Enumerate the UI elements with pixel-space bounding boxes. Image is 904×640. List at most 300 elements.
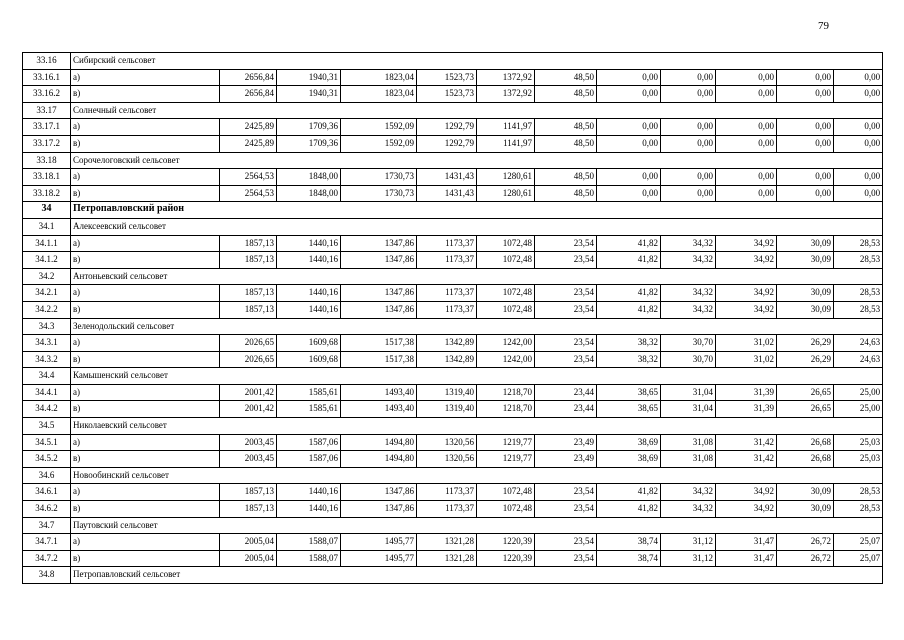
value-cell: 1347,86 xyxy=(341,235,417,252)
value-cell: 25,03 xyxy=(834,434,883,451)
row-code: 34 xyxy=(23,202,71,219)
section-header-row xyxy=(23,567,883,584)
value-cell: 1431,43 xyxy=(417,169,477,186)
value-cell: 0,00 xyxy=(597,86,661,103)
value-cell: 1319,40 xyxy=(417,401,477,418)
value-cell: 31,47 xyxy=(716,534,777,551)
value-cell: 1494,80 xyxy=(341,434,417,451)
value-cell: 38,69 xyxy=(597,451,661,468)
value-cell: 23,44 xyxy=(535,401,597,418)
value-cell: 1220,39 xyxy=(477,534,535,551)
value-cell: 23,54 xyxy=(535,335,597,352)
value-cell: 1431,43 xyxy=(417,185,477,202)
row-code: 34.7.2 xyxy=(23,550,71,567)
value-cell: 34,92 xyxy=(716,484,777,501)
value-cell: 1592,09 xyxy=(341,135,417,152)
value-cell: 1320,56 xyxy=(417,451,477,468)
value-cell: 0,00 xyxy=(597,169,661,186)
row-label: Алексеевский сельсовет xyxy=(71,218,883,235)
section-header-row xyxy=(23,218,883,235)
table-row xyxy=(23,285,883,302)
row-label: Антоньевский сельсовет xyxy=(71,268,883,285)
value-cell: 1517,38 xyxy=(341,335,417,352)
value-cell: 41,82 xyxy=(597,301,661,318)
value-cell: 23,49 xyxy=(535,451,597,468)
value-cell: 30,09 xyxy=(777,285,834,302)
value-cell: 1321,28 xyxy=(417,550,477,567)
value-cell: 23,49 xyxy=(535,434,597,451)
section-header-row xyxy=(23,418,883,435)
value-cell: 31,42 xyxy=(716,451,777,468)
row-code: 33.17 xyxy=(23,102,71,119)
value-cell: 2001,42 xyxy=(220,384,277,401)
value-cell: 1609,68 xyxy=(277,335,341,352)
value-cell: 31,39 xyxy=(716,401,777,418)
value-cell: 1588,07 xyxy=(277,534,341,551)
value-cell: 1493,40 xyxy=(341,401,417,418)
table-row xyxy=(23,301,883,318)
row-label: в) xyxy=(71,301,220,318)
value-cell: 1242,00 xyxy=(477,335,535,352)
row-code: 34.5.2 xyxy=(23,451,71,468)
value-cell: 1347,86 xyxy=(341,484,417,501)
value-cell: 31,39 xyxy=(716,384,777,401)
value-cell: 23,54 xyxy=(535,534,597,551)
value-cell: 41,82 xyxy=(597,252,661,269)
section-header-row xyxy=(23,202,883,219)
value-cell: 1319,40 xyxy=(417,384,477,401)
value-cell: 1440,16 xyxy=(277,235,341,252)
value-cell: 41,82 xyxy=(597,285,661,302)
value-cell: 28,53 xyxy=(834,484,883,501)
value-cell: 48,50 xyxy=(535,169,597,186)
value-cell: 38,65 xyxy=(597,384,661,401)
value-cell: 26,29 xyxy=(777,335,834,352)
row-label: Петропавловский сельсовет xyxy=(71,567,883,584)
row-label: в) xyxy=(71,550,220,567)
value-cell: 1523,73 xyxy=(417,69,477,86)
page-number: 79 xyxy=(818,20,829,32)
value-cell: 0,00 xyxy=(834,135,883,152)
value-cell: 38,32 xyxy=(597,351,661,368)
value-cell: 2003,45 xyxy=(220,434,277,451)
value-cell: 1321,28 xyxy=(417,534,477,551)
row-label: в) xyxy=(71,401,220,418)
section-header-row xyxy=(23,467,883,484)
row-label: Сорочелоговский сельсовет xyxy=(71,152,883,169)
value-cell: 0,00 xyxy=(716,86,777,103)
value-cell: 1440,16 xyxy=(277,501,341,518)
value-cell: 23,54 xyxy=(535,501,597,518)
row-code: 34.2.2 xyxy=(23,301,71,318)
table-row xyxy=(23,451,883,468)
value-cell: 25,00 xyxy=(834,401,883,418)
value-cell: 0,00 xyxy=(661,169,716,186)
row-code: 34.4 xyxy=(23,368,71,385)
value-cell: 2564,53 xyxy=(220,169,277,186)
value-cell: 1495,77 xyxy=(341,534,417,551)
value-cell: 1072,48 xyxy=(477,285,535,302)
value-cell: 1347,86 xyxy=(341,301,417,318)
value-cell: 1347,86 xyxy=(341,252,417,269)
value-cell: 23,54 xyxy=(535,550,597,567)
value-cell: 1173,37 xyxy=(417,252,477,269)
value-cell: 1242,00 xyxy=(477,351,535,368)
table-row xyxy=(23,235,883,252)
row-code: 33.16.2 xyxy=(23,86,71,103)
value-cell: 0,00 xyxy=(716,169,777,186)
row-code: 34.2.1 xyxy=(23,285,71,302)
value-cell: 1218,70 xyxy=(477,401,535,418)
row-label: Солнечный сельсовет xyxy=(71,102,883,119)
value-cell: 1072,48 xyxy=(477,501,535,518)
value-cell: 24,63 xyxy=(834,351,883,368)
value-cell: 31,04 xyxy=(661,401,716,418)
table-row xyxy=(23,185,883,202)
row-code: 34.3.2 xyxy=(23,351,71,368)
row-label: в) xyxy=(71,501,220,518)
row-label: Камышенский сельсовет xyxy=(71,368,883,385)
value-cell: 2425,89 xyxy=(220,135,277,152)
row-label: а) xyxy=(71,384,220,401)
value-cell: 28,53 xyxy=(834,285,883,302)
row-label: в) xyxy=(71,451,220,468)
value-cell: 1587,06 xyxy=(277,451,341,468)
value-cell: 34,92 xyxy=(716,252,777,269)
value-cell: 1173,37 xyxy=(417,235,477,252)
value-cell: 26,72 xyxy=(777,534,834,551)
value-cell: 1347,86 xyxy=(341,501,417,518)
value-cell: 38,69 xyxy=(597,434,661,451)
value-cell: 0,00 xyxy=(777,69,834,86)
value-cell: 34,32 xyxy=(661,484,716,501)
value-cell: 31,02 xyxy=(716,351,777,368)
row-code: 33.17.2 xyxy=(23,135,71,152)
value-cell: 1857,13 xyxy=(220,301,277,318)
value-cell: 0,00 xyxy=(777,135,834,152)
value-cell: 30,09 xyxy=(777,235,834,252)
row-code: 34.4.1 xyxy=(23,384,71,401)
value-cell: 41,82 xyxy=(597,501,661,518)
value-cell: 1940,31 xyxy=(277,69,341,86)
value-cell: 1609,68 xyxy=(277,351,341,368)
row-label: Николаевский сельсовет xyxy=(71,418,883,435)
value-cell: 2026,65 xyxy=(220,335,277,352)
row-code: 33.17.1 xyxy=(23,119,71,136)
row-code: 34.3 xyxy=(23,318,71,335)
value-cell: 23,54 xyxy=(535,235,597,252)
section-header-row xyxy=(23,102,883,119)
value-cell: 41,82 xyxy=(597,484,661,501)
row-label: в) xyxy=(71,351,220,368)
value-cell: 34,32 xyxy=(661,301,716,318)
value-cell: 34,92 xyxy=(716,285,777,302)
row-label: а) xyxy=(71,484,220,501)
value-cell: 1072,48 xyxy=(477,252,535,269)
value-cell: 1141,97 xyxy=(477,135,535,152)
value-cell: 34,32 xyxy=(661,252,716,269)
value-cell: 23,54 xyxy=(535,301,597,318)
value-cell: 26,68 xyxy=(777,434,834,451)
value-cell: 31,12 xyxy=(661,534,716,551)
value-cell: 2656,84 xyxy=(220,86,277,103)
value-cell: 1730,73 xyxy=(341,169,417,186)
value-cell: 26,65 xyxy=(777,384,834,401)
value-cell: 31,47 xyxy=(716,550,777,567)
table-row xyxy=(23,86,883,103)
value-cell: 38,74 xyxy=(597,534,661,551)
value-cell: 1823,04 xyxy=(341,69,417,86)
table-row xyxy=(23,550,883,567)
section-header-row xyxy=(23,368,883,385)
value-cell: 2656,84 xyxy=(220,69,277,86)
value-cell: 1440,16 xyxy=(277,252,341,269)
row-label: в) xyxy=(71,135,220,152)
value-cell: 2005,04 xyxy=(220,550,277,567)
row-code: 33.18.2 xyxy=(23,185,71,202)
value-cell: 25,03 xyxy=(834,451,883,468)
value-cell: 2001,42 xyxy=(220,401,277,418)
table-row xyxy=(23,401,883,418)
row-code: 34.4.2 xyxy=(23,401,71,418)
value-cell: 30,09 xyxy=(777,252,834,269)
table-row xyxy=(23,335,883,352)
value-cell: 25,00 xyxy=(834,384,883,401)
value-cell: 1173,37 xyxy=(417,484,477,501)
table-row xyxy=(23,484,883,501)
value-cell: 1493,40 xyxy=(341,384,417,401)
value-cell: 34,92 xyxy=(716,501,777,518)
row-label: а) xyxy=(71,119,220,136)
value-cell: 1857,13 xyxy=(220,235,277,252)
row-label: Петропавловский район xyxy=(71,202,883,219)
table-row xyxy=(23,69,883,86)
value-cell: 30,09 xyxy=(777,301,834,318)
value-cell: 0,00 xyxy=(716,185,777,202)
row-code: 34.1.1 xyxy=(23,235,71,252)
value-cell: 23,54 xyxy=(535,252,597,269)
value-cell: 1730,73 xyxy=(341,185,417,202)
value-cell: 34,32 xyxy=(661,501,716,518)
value-cell: 0,00 xyxy=(597,135,661,152)
row-code: 34.8 xyxy=(23,567,71,584)
value-cell: 0,00 xyxy=(716,69,777,86)
row-label: а) xyxy=(71,285,220,302)
table-row xyxy=(23,351,883,368)
value-cell: 0,00 xyxy=(834,69,883,86)
value-cell: 1517,38 xyxy=(341,351,417,368)
value-cell: 1857,13 xyxy=(220,484,277,501)
value-cell: 0,00 xyxy=(834,169,883,186)
value-cell: 1587,06 xyxy=(277,434,341,451)
row-code: 34.5.1 xyxy=(23,434,71,451)
value-cell: 1280,61 xyxy=(477,169,535,186)
value-cell: 1848,00 xyxy=(277,185,341,202)
value-cell: 1585,61 xyxy=(277,384,341,401)
row-code: 34.6 xyxy=(23,467,71,484)
value-cell: 1857,13 xyxy=(220,285,277,302)
row-code: 34.6.1 xyxy=(23,484,71,501)
value-cell: 2425,89 xyxy=(220,119,277,136)
value-cell: 0,00 xyxy=(597,119,661,136)
value-cell: 1292,79 xyxy=(417,135,477,152)
value-cell: 2005,04 xyxy=(220,534,277,551)
row-label: а) xyxy=(71,69,220,86)
value-cell: 1823,04 xyxy=(341,86,417,103)
row-label: а) xyxy=(71,534,220,551)
value-cell: 1440,16 xyxy=(277,285,341,302)
value-cell: 26,72 xyxy=(777,550,834,567)
value-cell: 34,92 xyxy=(716,235,777,252)
section-header-row xyxy=(23,53,883,70)
value-cell: 31,12 xyxy=(661,550,716,567)
value-cell: 23,54 xyxy=(535,484,597,501)
value-cell: 1173,37 xyxy=(417,501,477,518)
value-cell: 31,02 xyxy=(716,335,777,352)
table-row xyxy=(23,119,883,136)
value-cell: 0,00 xyxy=(661,86,716,103)
value-cell: 31,04 xyxy=(661,384,716,401)
value-cell: 28,53 xyxy=(834,252,883,269)
value-cell: 1709,36 xyxy=(277,135,341,152)
value-cell: 30,09 xyxy=(777,484,834,501)
value-cell: 48,50 xyxy=(535,119,597,136)
value-cell: 0,00 xyxy=(661,185,716,202)
value-cell: 0,00 xyxy=(834,86,883,103)
value-cell: 0,00 xyxy=(777,169,834,186)
row-code: 34.7.1 xyxy=(23,534,71,551)
value-cell: 1347,86 xyxy=(341,285,417,302)
value-cell: 34,32 xyxy=(661,235,716,252)
value-cell: 1072,48 xyxy=(477,235,535,252)
row-code: 33.18 xyxy=(23,152,71,169)
row-label: а) xyxy=(71,434,220,451)
value-cell: 1585,61 xyxy=(277,401,341,418)
value-cell: 0,00 xyxy=(661,119,716,136)
table-row xyxy=(23,501,883,518)
value-cell: 30,70 xyxy=(661,351,716,368)
value-cell: 31,42 xyxy=(716,434,777,451)
row-label: а) xyxy=(71,235,220,252)
value-cell: 0,00 xyxy=(777,119,834,136)
row-label: а) xyxy=(71,335,220,352)
table-row xyxy=(23,135,883,152)
table-row xyxy=(23,534,883,551)
value-cell: 1072,48 xyxy=(477,484,535,501)
row-code: 34.7 xyxy=(23,517,71,534)
value-cell: 1848,00 xyxy=(277,169,341,186)
row-label: Сибирский сельсовет xyxy=(71,53,883,70)
value-cell: 30,70 xyxy=(661,335,716,352)
value-cell: 1440,16 xyxy=(277,301,341,318)
value-cell: 1592,09 xyxy=(341,119,417,136)
value-cell: 1342,89 xyxy=(417,351,477,368)
value-cell: 0,00 xyxy=(661,69,716,86)
row-label: а) xyxy=(71,169,220,186)
row-code: 34.1.2 xyxy=(23,252,71,269)
value-cell: 1857,13 xyxy=(220,252,277,269)
value-cell: 48,50 xyxy=(535,185,597,202)
value-cell: 28,53 xyxy=(834,501,883,518)
row-code: 33.16 xyxy=(23,53,71,70)
value-cell: 25,07 xyxy=(834,534,883,551)
value-cell: 1940,31 xyxy=(277,86,341,103)
value-cell: 1495,77 xyxy=(341,550,417,567)
value-cell: 2564,53 xyxy=(220,185,277,202)
value-cell: 48,50 xyxy=(535,69,597,86)
value-cell: 48,50 xyxy=(535,135,597,152)
value-cell: 23,44 xyxy=(535,384,597,401)
value-cell: 1494,80 xyxy=(341,451,417,468)
value-cell: 24,63 xyxy=(834,335,883,352)
value-cell: 41,82 xyxy=(597,235,661,252)
value-cell: 1709,36 xyxy=(277,119,341,136)
value-cell: 1292,79 xyxy=(417,119,477,136)
value-cell: 0,00 xyxy=(834,185,883,202)
row-code: 33.16.1 xyxy=(23,69,71,86)
value-cell: 0,00 xyxy=(597,185,661,202)
row-code: 34.3.1 xyxy=(23,335,71,352)
value-cell: 1219,77 xyxy=(477,434,535,451)
value-cell: 1588,07 xyxy=(277,550,341,567)
value-cell: 23,54 xyxy=(535,285,597,302)
value-cell: 23,54 xyxy=(535,351,597,368)
value-cell: 1342,89 xyxy=(417,335,477,352)
value-cell: 1372,92 xyxy=(477,86,535,103)
value-cell: 38,32 xyxy=(597,335,661,352)
value-cell: 26,29 xyxy=(777,351,834,368)
value-cell: 0,00 xyxy=(716,135,777,152)
section-header-row xyxy=(23,517,883,534)
value-cell: 1280,61 xyxy=(477,185,535,202)
value-cell: 1440,16 xyxy=(277,484,341,501)
row-label: в) xyxy=(71,252,220,269)
value-cell: 1219,77 xyxy=(477,451,535,468)
tariff-table xyxy=(22,52,883,584)
value-cell: 38,74 xyxy=(597,550,661,567)
value-cell: 26,65 xyxy=(777,401,834,418)
value-cell: 1141,97 xyxy=(477,119,535,136)
row-code: 34.1 xyxy=(23,218,71,235)
value-cell: 31,08 xyxy=(661,451,716,468)
value-cell: 1173,37 xyxy=(417,285,477,302)
value-cell: 0,00 xyxy=(597,69,661,86)
value-cell: 30,09 xyxy=(777,501,834,518)
value-cell: 1173,37 xyxy=(417,301,477,318)
table-row xyxy=(23,384,883,401)
value-cell: 28,53 xyxy=(834,301,883,318)
value-cell: 0,00 xyxy=(661,135,716,152)
value-cell: 1072,48 xyxy=(477,301,535,318)
row-label: Паутовский сельсовет xyxy=(71,517,883,534)
value-cell: 38,65 xyxy=(597,401,661,418)
row-code: 34.2 xyxy=(23,268,71,285)
value-cell: 48,50 xyxy=(535,86,597,103)
row-label: Зеленодольский сельсовет xyxy=(71,318,883,335)
value-cell: 1320,56 xyxy=(417,434,477,451)
value-cell: 0,00 xyxy=(716,119,777,136)
value-cell: 26,68 xyxy=(777,451,834,468)
table-row xyxy=(23,252,883,269)
value-cell: 1372,92 xyxy=(477,69,535,86)
row-label: в) xyxy=(71,185,220,202)
value-cell: 25,07 xyxy=(834,550,883,567)
table-row xyxy=(23,169,883,186)
value-cell: 0,00 xyxy=(777,185,834,202)
value-cell: 1523,73 xyxy=(417,86,477,103)
row-label: Новообинский сельсовет xyxy=(71,467,883,484)
value-cell: 28,53 xyxy=(834,235,883,252)
